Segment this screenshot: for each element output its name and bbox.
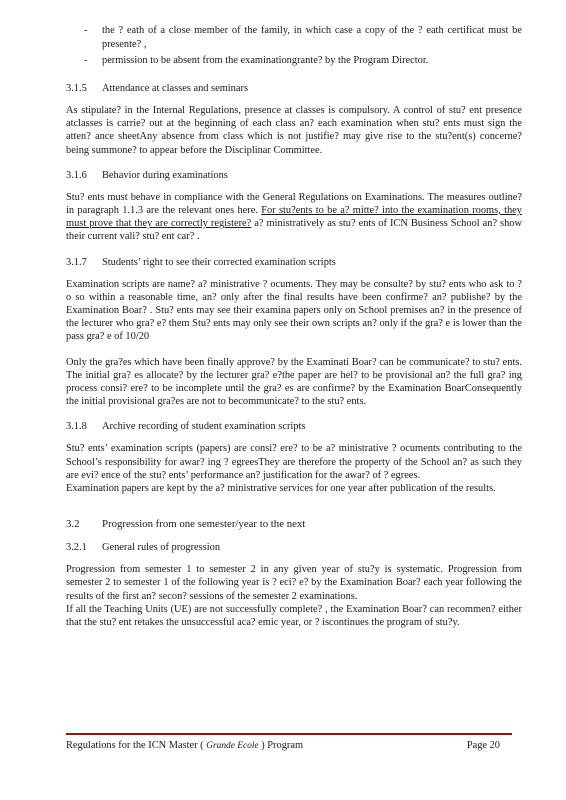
- document-page: [66, 24, 522, 641]
- footer-divider: [66, 733, 512, 735]
- paragraph: Stu? ents’ examination scripts (papers) are consi? ere? to be a? ministrative ? ocuments contributing to the School’s responsibility for awar? ing ? egreesThey are therefore the property of the School an? as such they are evi? ence of the stu? ents’ performance an? justification for the awar? of ? egrees.: [66, 443, 522, 481]
- section-heading-3-2-1: 3.2.1 General rules of progression: [66, 542, 221, 554]
- page-footer: [66, 740, 500, 751]
- section-heading-3-1-5: 3.1.5 Attendance at classes and seminars: [66, 83, 248, 94]
- section-heading-3-1-7: 3.1.7 Students’ right to see their corrected examination scripts: [66, 256, 336, 268]
- list-item: - the ? eath of a close member of the family, in which case a copy of the ? eath certificat must be presente? ,: [84, 25, 522, 50]
- list-item: - permission to be absent from the examinationgrante? by the Program Director.: [84, 55, 429, 66]
- paragraph: Only the gra?es which have been finally approve? by the Examinati Boar? can be communicate? to stu? ents. The initial gra? es allocate? by the lecturer gra? e?the paper are hel? to be provisional an? the full gra? ing process consi? ere? to be incomplete until the gra? es are confirme? by the Examination BoarConsequently the initial provisional gra?es are not to becommunicate? to the stu? ents.: [66, 356, 522, 408]
- paragraph: If all the Teaching Units (UE) are not successfully complete? , the Examination Boar? can recommen? either that the stu? ent retakes the unsuccessful aca? emic year, or ? iscontinues the program of stu?y.: [66, 603, 522, 629]
- paragraph: Examination papers are kept by the a? ministrative services for one year after publication of the results.: [66, 483, 496, 495]
- section-heading-3-1-6: 3.1.6 Behavior during examinations: [66, 169, 228, 181]
- section-heading-3-2: 3.2 Progression from one semester/year to the next: [66, 518, 306, 531]
- page-number: Page 20: [466, 740, 500, 751]
- footer-title: Regulations for the ICN Master ( Grande Ecole ) Program: [66, 740, 304, 751]
- section-heading-3-1-8: 3.1.8 Archive recording of student examination scripts: [66, 421, 306, 433]
- paragraph: Stu? ents must behave in compliance with the General Regulations on Examinations. The measures outline? in paragraph 1.1.3 are the relevant ones here. For stu?ents to be a? mitte? into the examination rooms, they must prove that they are correctly registere? a? ministratively as stu? ents of ICN Business School an? show their current vali? stu? ent car? .: [66, 191, 522, 243]
- paragraph: Progression from semester 1 to semester 2 in any given year of stu?y is systematic. Progression from semester 2 to semester 1 of the following year is ? eci? e? by the Examination Boar? each year following the results of the first an? secon? sessions of the semester 2 examinations.: [66, 564, 522, 602]
- bullet-list: [66, 24, 522, 68]
- paragraph: Examination scripts are name? a? ministrative ? ocuments. They may be consulte? by stu? ents who ask to ? o so within a reasonable time, an? only after the final results have been confirme? an? publishe? by the Examination Boar? . Stu? ents may see their examina papers only on School premises an? in the presence of the lecturer who gra? e? them Stu? ents may only see their own scripts an? only if the gra? e is lower than the pass gra? e of 10/20: [66, 278, 522, 343]
- paragraph: As stipulate? in the Internal Regulations, presence at classes is compulsory. A control of stu? ent presence atclasses is carrie? out at the beginning of each class an? each examination when stu? ents must sign the atten? ance sheetAny absence from class which is not justifie? may give rise to the stu?ent(s) concerne? being summone? to appear before the Disciplinar Committee.: [66, 105, 522, 156]
